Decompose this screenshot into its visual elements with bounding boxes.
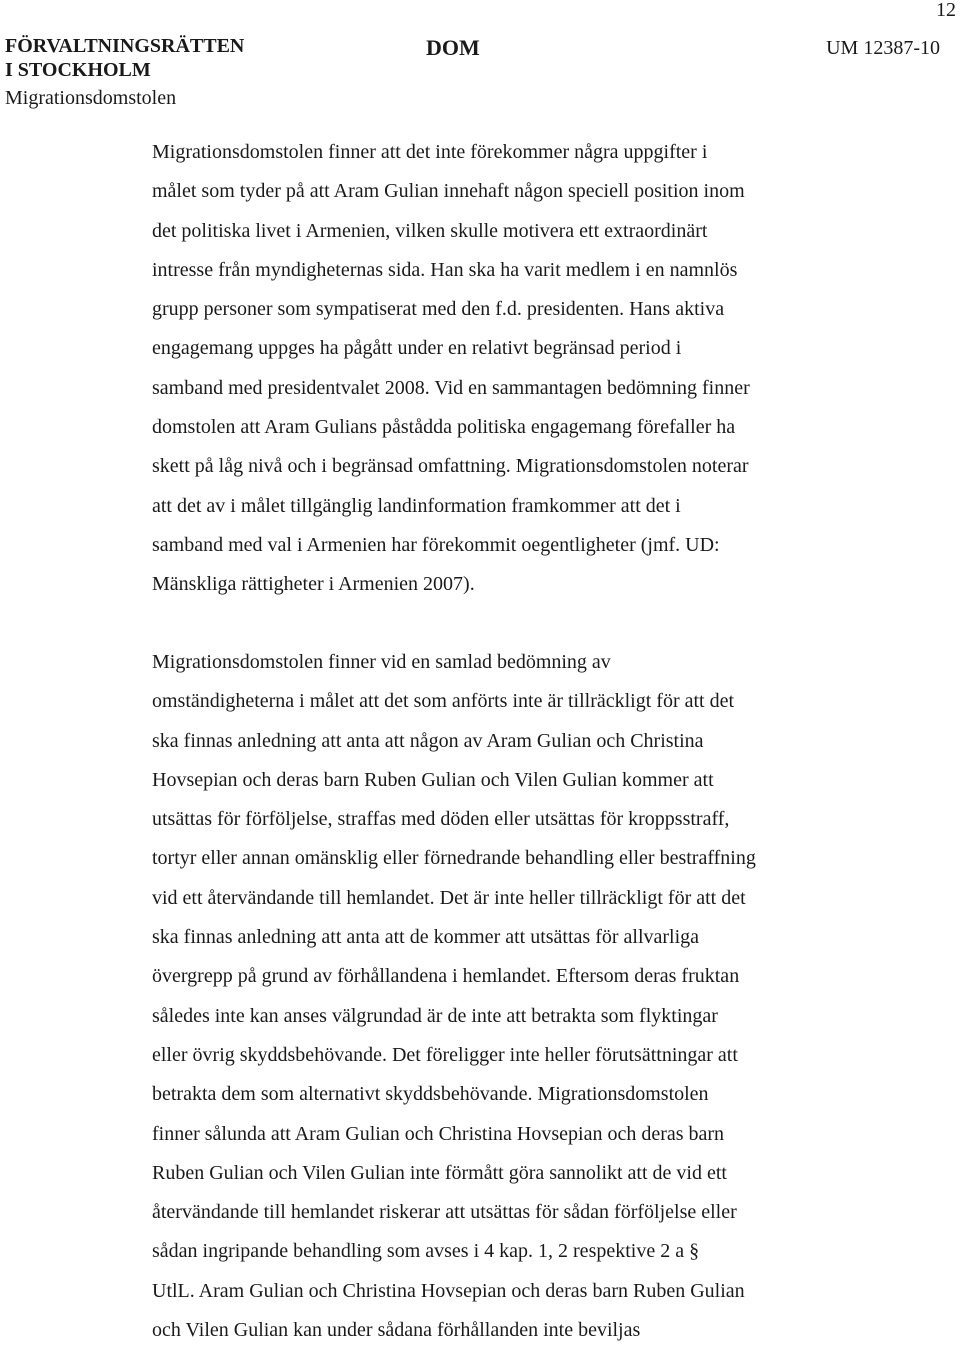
- case-number: UM 12387-10: [826, 37, 940, 59]
- paragraph-line: målet som tyder på att Aram Gulian innehaft någon speciell position inom: [152, 180, 745, 203]
- paragraph-line: Hovsepian och deras barn Ruben Gulian och Vilen Gulian kommer att: [152, 768, 714, 791]
- paragraph-line: sådan ingripande behandling som avses i 4 kap. 1, 2 respektive 2 a §: [152, 1240, 700, 1263]
- paragraph-line: vid ett återvändande till hemlandet. Det är inte heller tillräckligt för att det: [152, 886, 746, 909]
- court-name: [5, 34, 244, 82]
- paragraph-line: återvändande till hemlandet riskerar att utsättas för sådan förföljelse eller: [152, 1201, 737, 1224]
- paragraph-line: samband med presidentvalet 2008. Vid en sammantagen bedömning finner: [152, 376, 750, 399]
- paragraph-line: och Vilen Gulian kan under sådana förhållanden inte beviljas: [152, 1319, 641, 1342]
- paragraph-line: skett på låg nivå och i begränsad omfattning. Migrationsdomstolen noterar: [152, 455, 749, 478]
- paragraph-line: engagemang uppges ha pågått under en relativt begränsad period i: [152, 337, 682, 360]
- document-type: DOM: [426, 35, 480, 60]
- paragraph-line: ska finnas anledning att anta att de kommer att utsättas för allvarliga: [152, 926, 700, 949]
- court-name-line2: I STOCKHOLM: [5, 59, 151, 81]
- paragraph-line: grupp personer som sympatiserat med den f.d. presidenten. Hans aktiva: [152, 298, 725, 321]
- paragraph-line: finner sålunda att Aram Gulian och Christina Hovsepian och deras barn: [152, 1122, 725, 1145]
- court-name-line1: FÖRVALTNINGSRÄTTEN: [5, 35, 245, 57]
- paragraph-line: UtlL. Aram Gulian och Christina Hovsepian och deras barn Ruben Gulian: [152, 1279, 745, 1302]
- paragraph-line: således inte kan anses välgrundad är de inte att betrakta som flyktingar: [152, 1004, 718, 1027]
- division-name: Migrationsdomstolen: [5, 87, 177, 109]
- paragraph-line: övergrepp på grund av förhållandena i hemlandet. Eftersom deras fruktan: [152, 965, 740, 988]
- page-number: 12: [936, 0, 956, 21]
- paragraph-line: omständigheterna i målet att det som anförts inte är tillräckligt för att det: [152, 690, 735, 713]
- paragraph-line: samband med val i Armenien har förekommit oegentligheter (jmf. UD:: [152, 533, 720, 556]
- paragraph-line: Ruben Gulian och Vilen Gulian inte förmått göra sannolikt att de vid ett: [152, 1161, 727, 1184]
- paragraph-line: domstolen att Aram Gulians påstådda politiska engagemang förefaller ha: [152, 416, 736, 439]
- paragraph-line: Migrationsdomstolen finner vid en samlad bedömning av: [152, 651, 611, 673]
- paragraph-line: det politiska livet i Armenien, vilken skulle motivera ett extraordinärt: [152, 219, 708, 242]
- paragraph-line: eller övrig skyddsbehövande. Det föreligger inte heller förutsättningar att: [152, 1043, 738, 1066]
- paragraph-line: utsättas för förföljelse, straffas med döden eller utsättas för kroppsstraff,: [152, 808, 730, 831]
- paragraph-line: att det av i målet tillgänglig landinformation framkommer att det i: [152, 494, 681, 517]
- paragraph-line: Mänskliga rättigheter i Armenien 2007).: [152, 573, 475, 596]
- body-paragraph-1: [152, 133, 852, 605]
- paragraph-line: ska finnas anledning att anta att någon av Aram Gulian och Christina: [152, 729, 704, 752]
- paragraph-line: tortyr eller annan omänsklig eller förnedrande behandling eller bestraffning: [152, 847, 756, 870]
- body-paragraph-2: [152, 643, 852, 1350]
- paragraph-line: betrakta dem som alternativt skyddsbehövande. Migrationsdomstolen: [152, 1083, 709, 1106]
- paragraph-line: Migrationsdomstolen finner att det inte förekommer några uppgifter i: [152, 141, 708, 163]
- paragraph-line: intresse från myndigheternas sida. Han ska ha varit medlem i en namnlös: [152, 258, 738, 281]
